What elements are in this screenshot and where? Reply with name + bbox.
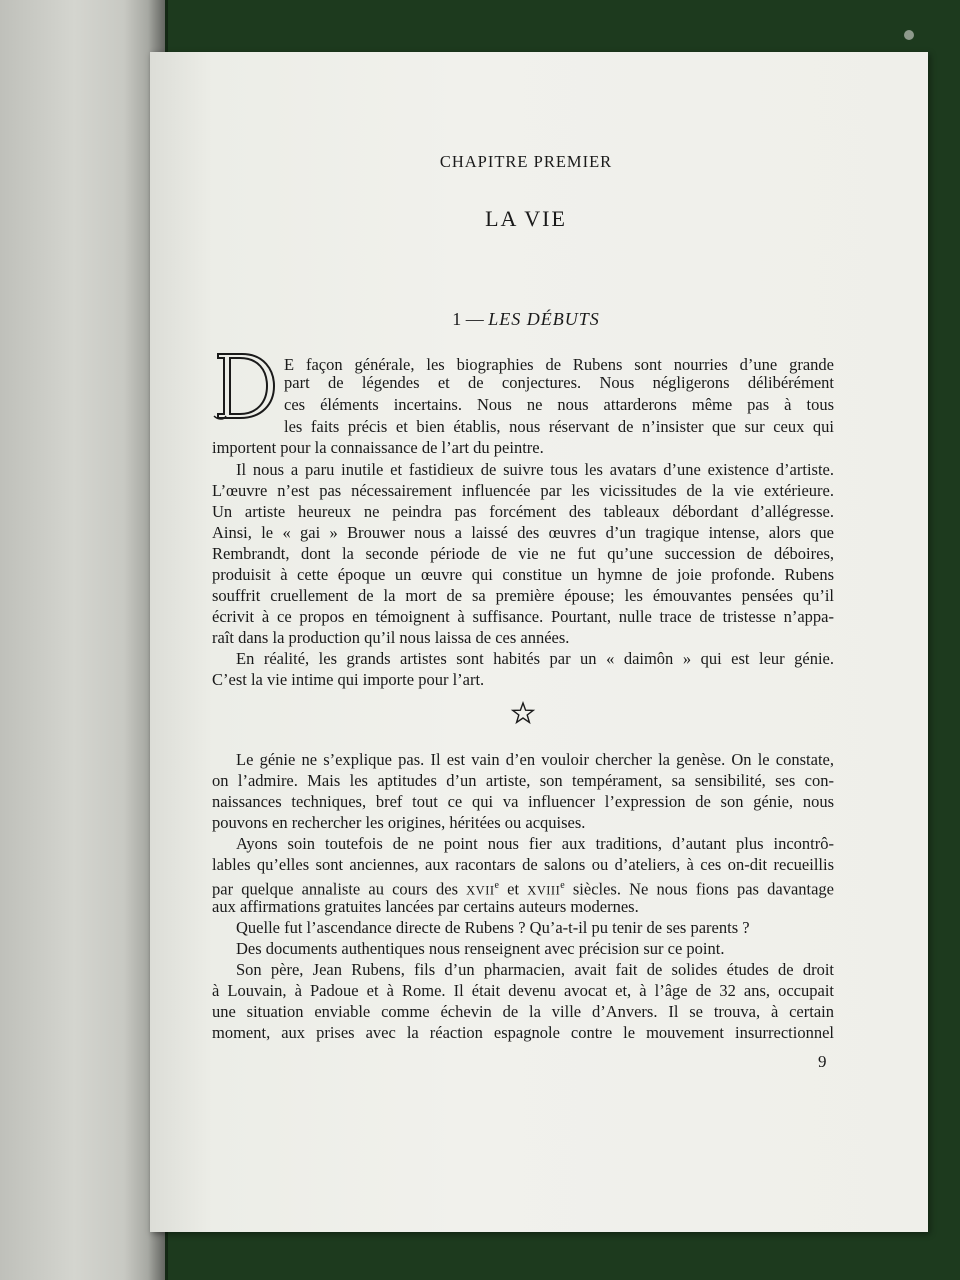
text-line: ces éléments incertains. Nous ne nous attarderons même pas à tous [284, 395, 834, 414]
text-line: une situation enviable comme échevin de la ville d’Anvers. Il se trouva, à certain [212, 1002, 834, 1021]
text-line: Un artiste heureux ne peindra pas forcément des tableaux débordant d’allégresse. [212, 502, 834, 521]
corner-pin [904, 30, 914, 40]
text-line: Quelle fut l’ascendance directe de Rubens ? Qu’a-t-il pu tenir de ses parents ? [236, 918, 750, 937]
text-line: E façon générale, les biographies de Rubens sont nourries d’une grande [284, 355, 834, 374]
text-line: lables qu’elles sont anciennes, aux racontars de salons ou d’ateliers, à ces on-dit recueillis [212, 855, 834, 874]
text-line: on l’admire. Mais les aptitudes d’un artiste, son tempérament, sa sensibilité, ses con- [212, 771, 834, 790]
text-fragment: par quelque annaliste au cours des [212, 879, 467, 899]
text-line: part de légendes et de conjectures. Nous négligerons délibérément [284, 373, 834, 392]
text-line: pouvons en rechercher les origines, héritées ou acquises. [212, 813, 586, 832]
text-line: Son père, Jean Rubens, fils d’un pharmacien, avait fait de solides études de droit [236, 960, 834, 979]
century-17: XVII [466, 883, 495, 898]
facing-page [0, 0, 165, 1280]
page-number: 9 [818, 1052, 827, 1071]
section-number: 1 — [452, 309, 484, 329]
chapter-title: LA VIE [485, 206, 567, 231]
text-line: naissances techniques, bref tout ce qui va influencer l’expression de son génie, nous [212, 792, 834, 811]
text-line: En réalité, les grands artistes sont habités par un « daimôn » qui est leur génie. [236, 649, 834, 668]
century-17-superscript: e [494, 880, 499, 891]
text-line: Il nous a paru inutile et fastidieux de suivre tous les avatars d’une existence d’artiste. [236, 460, 834, 479]
text-line: moment, aux prises avec la réaction espagnole contre le mouvement insurrectionnel [212, 1023, 834, 1042]
text-line: importent pour la connaissance de l’art du peintre. [212, 438, 544, 457]
dropcap-d-icon [212, 350, 278, 422]
chapter-label: CHAPITRE PREMIER [439, 152, 613, 171]
century-18-superscript: e [560, 880, 565, 891]
text-fragment: siècles. Ne nous fions pas davantage [564, 879, 834, 899]
text-line: raît dans la production qu’il nous laissa de ces années. [212, 628, 570, 647]
text-line: souffrit cruellement de la mort de sa première épouse; les émouvantes pensées qu’il [212, 586, 834, 605]
text-line: les faits précis et bien établis, nous réservant de n’insister que sur ceux qui [284, 417, 834, 436]
text-line: Ayons soin toutefois de ne point nous fier aux traditions, d’autant plus incontrô- [236, 834, 834, 853]
star-ornament-icon [510, 700, 536, 726]
text-line: C’est la vie intime qui importe pour l’art. [212, 670, 485, 689]
text-line [212, 875, 834, 897]
text-fragment: et [499, 879, 528, 899]
section-title: LES DÉBUTS [488, 309, 600, 329]
century-18: XVIII [527, 883, 561, 898]
text-line: Ainsi, le « gai » Brouwer nous a laissé des œuvres d’un tragique intense, alors que [212, 523, 834, 542]
text-line: produisit à cette époque un œuvre qui constitue un hymne de joie profonde. Rubens [212, 565, 834, 584]
text-line: Le génie ne s’explique pas. Il est vain d’en vouloir chercher la genèse. On le constate, [236, 750, 834, 769]
text-line: Rembrandt, dont la seconde période de vie ne fut qu’une succession de déboires, [212, 544, 834, 563]
text-line: écrivit à ce propos en témoignent à suffisance. Pourtant, nulle trace de tristesse n’appa- [212, 607, 834, 626]
text-line: L’œuvre n’est pas nécessairement influencée par les vicissitudes de la vie extérieure. [212, 481, 834, 500]
text-line: à Louvain, à Padoue et à Rome. Il était devenu avocat et, à l’âge de 32 ans, occupait [212, 981, 834, 1000]
text-line: aux affirmations gratuites lancées par certains auteurs modernes. [212, 897, 639, 916]
text-line: Des documents authentiques nous renseignent avec précision sur ce point. [236, 939, 725, 958]
section-heading [0, 309, 960, 330]
